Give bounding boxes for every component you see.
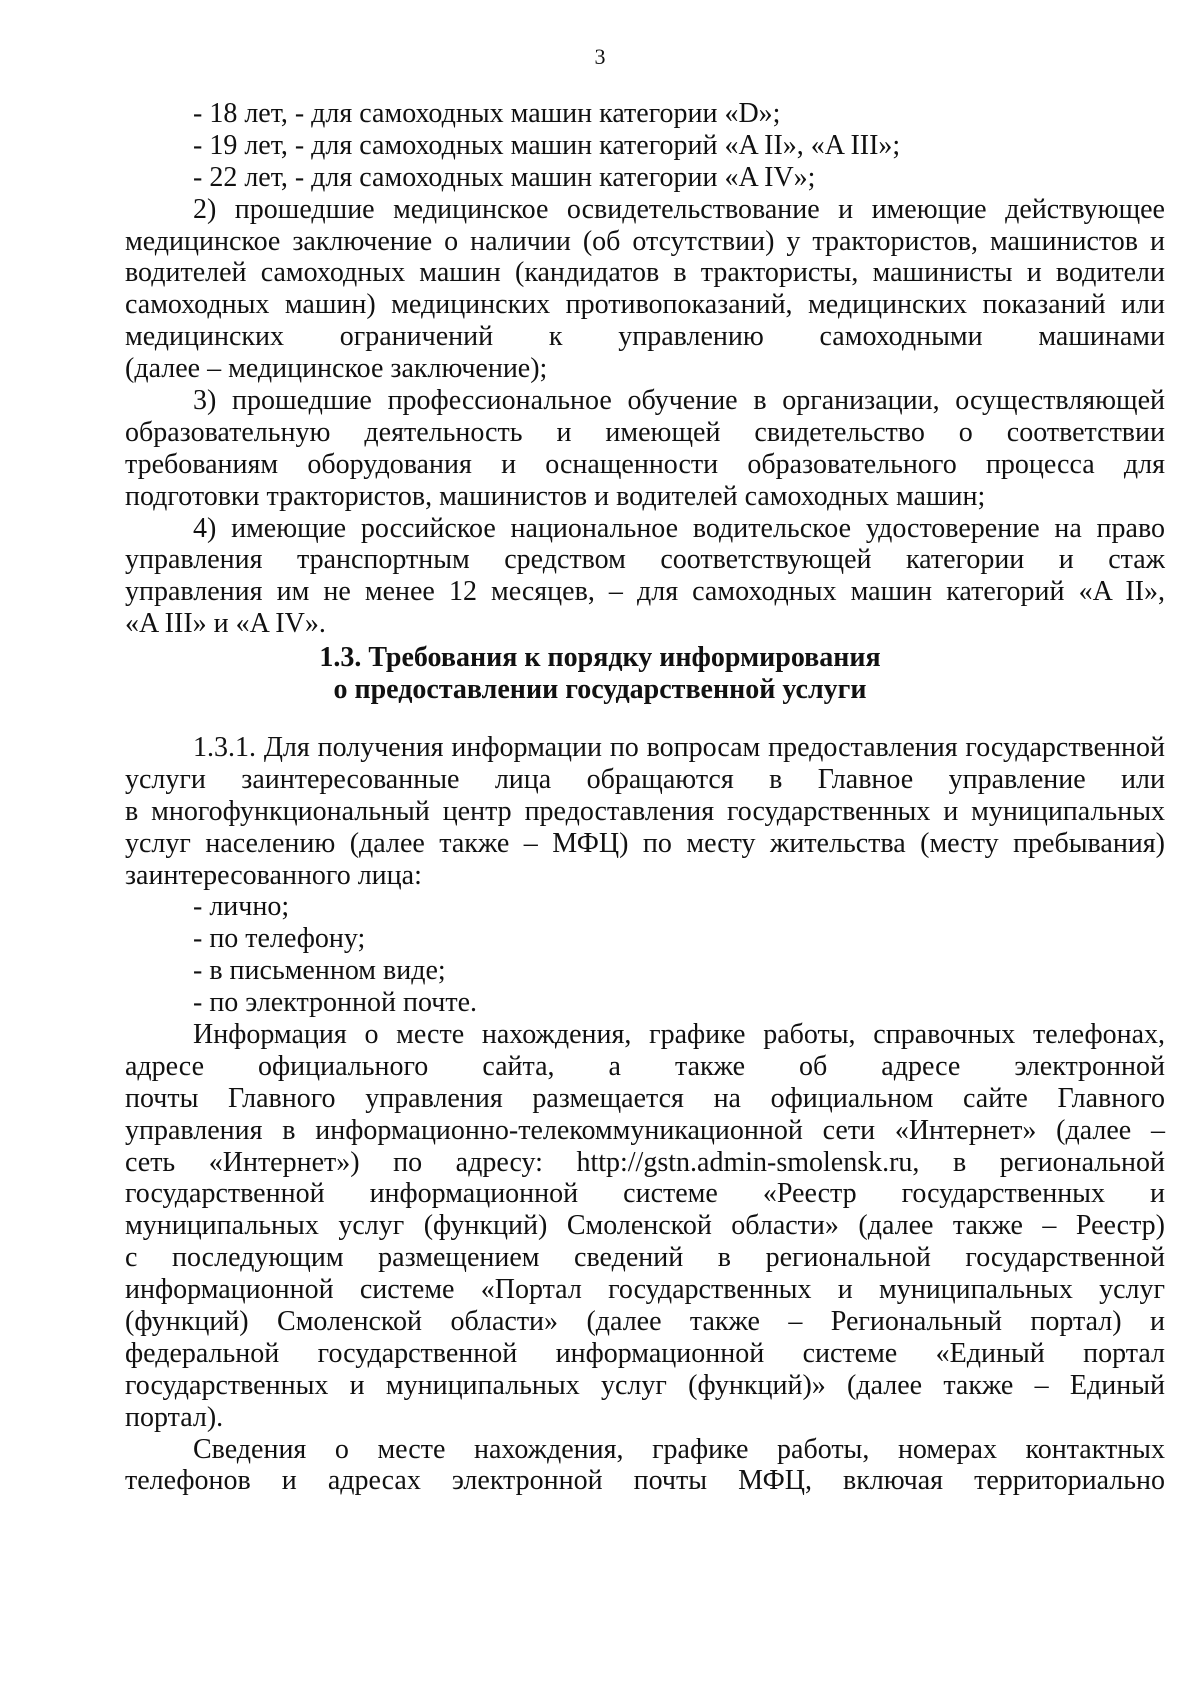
- text-line: Сведения о месте нахождения, графике работы, номерах контактных: [193, 1433, 1165, 1465]
- page-number: 3: [594, 44, 606, 69]
- text-line: информационной системе «Портал государственных и муниципальных услуг: [125, 1274, 1165, 1306]
- information-text: [125, 732, 1165, 1497]
- text-line: услуг населению (далее также – МФЦ) по месту жительства (месту пребывания): [125, 827, 1165, 859]
- text-line: телефонов и адресах электронной почты МФЦ, включая территориально: [125, 1465, 1165, 1497]
- text-line: медицинское заключение о наличии (об отсутствии) у трактористов, машинистов и: [125, 225, 1165, 257]
- text-line: государственной информационной системе «Реестр государственных и: [125, 1178, 1165, 1210]
- text-line: Информация о месте нахождения, графике работы, справочных телефонах,: [193, 1019, 1165, 1051]
- text-line: подготовки трактористов, машинистов и водителей самоходных машин;: [125, 480, 986, 512]
- text-line: 3) прошедшие профессиональное обучение в организации, осуществляющей: [193, 385, 1165, 417]
- text-line: - 22 лет, - для самоходных машин категории «A IV»;: [193, 161, 816, 193]
- text-line: «A III» и «A IV».: [125, 608, 326, 640]
- text-line: управления транспортным средством соответствующей категории и стаж: [125, 544, 1165, 576]
- list-item: - по электронной почте.: [193, 987, 477, 1019]
- list-item: - лично;: [193, 891, 290, 923]
- text-line: управления в информационно-телекоммуникационной сети «Интернет» (далее –: [125, 1114, 1165, 1146]
- text-line: - 18 лет, - для самоходных машин категории «D»;: [193, 98, 781, 129]
- text-line: в многофункциональный центр предоставления государственных и муниципальных: [125, 795, 1165, 827]
- text-line: сеть «Интернет») по адресу: http://gstn.admin-smolensk.ru, в региональной: [125, 1146, 1165, 1178]
- text-line: заинтересованного лица:: [125, 859, 422, 891]
- text-line: (функций) Смоленской области» (далее также – Региональный портал) и: [125, 1306, 1165, 1338]
- section-title-line: о предоставлении государственной услуги: [333, 673, 867, 705]
- list-item: - по телефону;: [193, 923, 366, 955]
- text-line: требованиям оборудования и оснащенности образовательного процесса для: [125, 448, 1165, 480]
- text-line: управления им не менее 12 месяцев, – для самоходных машин категорий «A II»,: [125, 576, 1165, 608]
- text-line: муниципальных услуг (функций) Смоленской области» (далее также – Реестр): [125, 1210, 1165, 1242]
- text-line: государственных и муниципальных услуг (функций)» (далее также – Единый: [125, 1369, 1165, 1401]
- text-line: медицинских ограничений к управлению самоходными машинами: [125, 321, 1165, 353]
- text-line: с последующим размещением сведений в региональной государственной: [125, 1242, 1165, 1274]
- text-line: самоходных машин) медицинских противопоказаний, медицинских показаний или: [125, 289, 1165, 321]
- text-line: услуги заинтересованные лица обращаются в Главное управление или: [125, 763, 1165, 795]
- text-line: образовательную деятельность и имеющей свидетельство о соответствии: [125, 416, 1165, 448]
- text-line: портал).: [125, 1401, 224, 1433]
- list-item: - в письменном виде;: [193, 955, 446, 987]
- text-line: - 19 лет, - для самоходных машин категорий «A II», «A III»;: [193, 129, 901, 161]
- text-line: адресе официального сайта, а также об адресе электронной: [125, 1050, 1165, 1082]
- text-line: (далее – медицинское заключение);: [125, 353, 548, 385]
- requirements-text: [125, 98, 1165, 640]
- section-title-line: 1.3. Требования к порядку информирования: [319, 642, 881, 673]
- text-line: 2) прошедшие медицинское освидетельствование и имеющие действующее: [193, 193, 1165, 225]
- text-line: федеральной государственной информационной системе «Единый портал: [125, 1337, 1165, 1369]
- text-line: 1.3.1. Для получения информации по вопросам предоставления государственной: [193, 732, 1165, 763]
- text-line: 4) имеющие российское национальное водительское удостоверение на право: [193, 512, 1165, 544]
- section-title: [0, 642, 1200, 706]
- text-line: водителей самоходных машин (кандидатов в трактористы, машинисты и водители: [125, 257, 1165, 289]
- text-line: почты Главного управления размещается на официальном сайте Главного: [125, 1082, 1165, 1114]
